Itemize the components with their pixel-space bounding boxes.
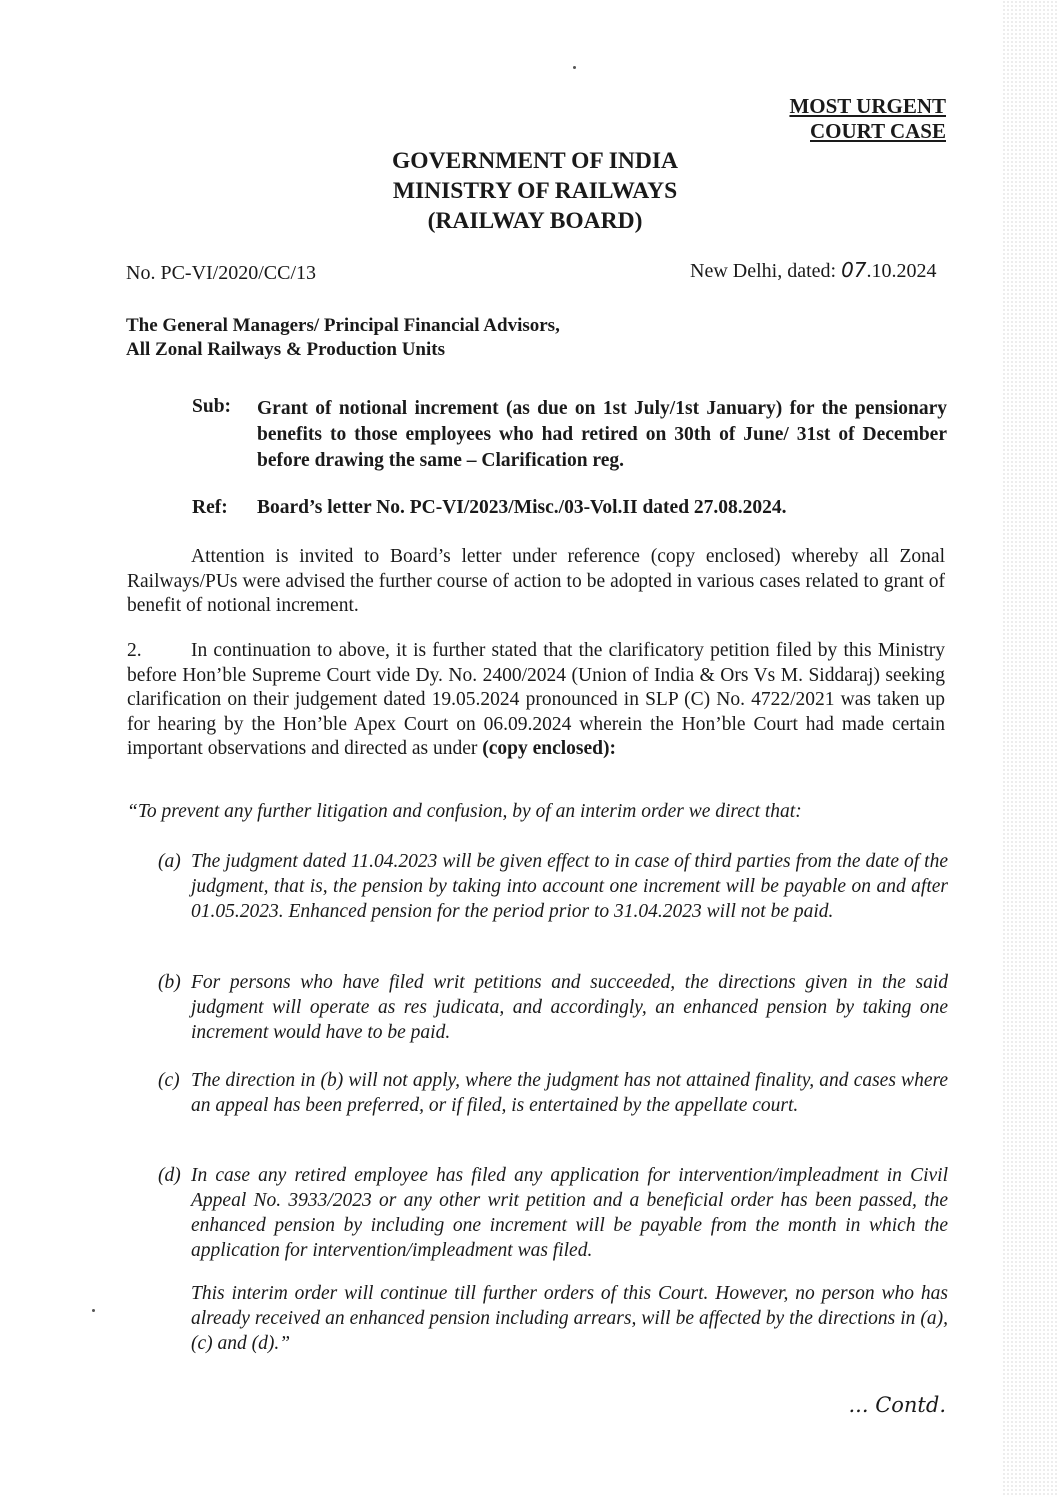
direction-label: (b) (158, 972, 181, 993)
urgency-line-1: MOST URGENT (789, 94, 946, 118)
date-day-handwritten: 07 (841, 258, 867, 282)
direction-text: The direction in (b) will not apply, where the judgment has not attained finality, and cases where an appeal has been preferred, or if filed, is entertained by the appellate court. (191, 1070, 948, 1116)
direction-item-b (158, 970, 948, 1045)
addressee-line-1: The General Managers/ Principal Financial Advisors, (126, 315, 560, 336)
quote-intro: “To prevent any further litigation and confusion, by of an interim order we direct that: (127, 801, 802, 822)
continued-note: ... Contd. (848, 1393, 946, 1417)
direction-item-d (158, 1163, 948, 1263)
letterhead-government: GOVERNMENT OF INDIA (392, 148, 678, 174)
paragraph-1 (127, 545, 945, 619)
paragraph-2-text: In continuation to above, it is further stated that the clarificatory petition filed by this Ministry before Hon’ble Supreme Court vide Dy. No. 2400/2024 (Union of India & Ors Vs M. Siddaraj) seeking clarification on their judgement dated 19.05.2024 pronounced in SLP (C) No. 4722/2021 was taken up for hearing by the Hon’ble Apex Court on 06.09.2024 wherein the Hon’ble Court had made certain important observations and directed as under (127, 640, 945, 759)
addressee-block (126, 314, 946, 362)
paragraph-2-number: 2. (127, 640, 142, 661)
reference-label: Ref: (192, 497, 228, 518)
subject-label: Sub: (192, 396, 232, 417)
direction-item-c (158, 1068, 948, 1118)
scan-speck (573, 66, 576, 69)
urgency-line-2: COURT CASE (810, 119, 946, 143)
date-rest: .10.2024 (866, 260, 937, 282)
direction-text: For persons who have filed writ petitions and succeeded, the directions given in the said judgment will operate as res judicata, and accordingly, an enhanced pension by taking one increment would have to be paid. (191, 972, 948, 1043)
scan-speck (92, 1309, 95, 1312)
addressee-line-2: All Zonal Railways & Production Units (126, 339, 445, 360)
direction-label: (c) (158, 1070, 180, 1091)
date-prefix: New Delhi, dated: (690, 260, 842, 282)
quote-closing: This interim order will continue till further orders of this Court. However, no person who has already received an enhanced pension including arrears, will be affected by the directions in (a), (c) and (d).” (191, 1283, 948, 1354)
paragraph-2-bold-tail: (copy enclosed): (482, 738, 617, 759)
direction-label: (d) (158, 1165, 181, 1186)
letter-date (690, 258, 937, 283)
paragraph-1-text: Attention is invited to Board’s letter under reference (copy enclosed) whereby all Zonal Railways/PUs were advised the further course of action to be adopted in various cases related to grant of benefit of notional increment. (127, 546, 945, 616)
direction-label: (a) (158, 851, 181, 872)
direction-item-a (158, 849, 948, 924)
subject-text: Grant of notional increment (as due on 1st July/1st January) for the pensionary benefits to those employees who had retired on 30th of June/ 31st of December before drawing the same – Clarification reg. (257, 398, 947, 471)
direction-text: In case any retired employee has filed any application for intervention/impleadment in Civil Appeal No. 3933/2023 or any other writ petition and a beneficial order has been passed, the enhanced pension by including one increment will be payable from the month in which the application for intervention/impleadment was filed. (191, 1165, 948, 1261)
letterhead (0, 146, 1058, 236)
letterhead-board: (RAILWAY BOARD) (427, 208, 643, 234)
reference-text: Board’s letter No. PC-VI/2023/Misc./03-Vol.II dated 27.08.2024. (257, 497, 787, 518)
paragraph-2 (127, 639, 945, 762)
urgency-marking (726, 94, 946, 144)
letter-number: No. PC-VI/2020/CC/13 (126, 262, 317, 284)
letterhead-ministry: MINISTRY OF RAILWAYS (392, 178, 678, 204)
direction-text: The judgment dated 11.04.2023 will be given effect to in case of third parties from the date of the judgment, that is, the pension by taking into account one increment will be payable on and after 01.05.2023. Enhanced pension for the period prior to 31.04.2023 will not be paid. (191, 851, 948, 922)
